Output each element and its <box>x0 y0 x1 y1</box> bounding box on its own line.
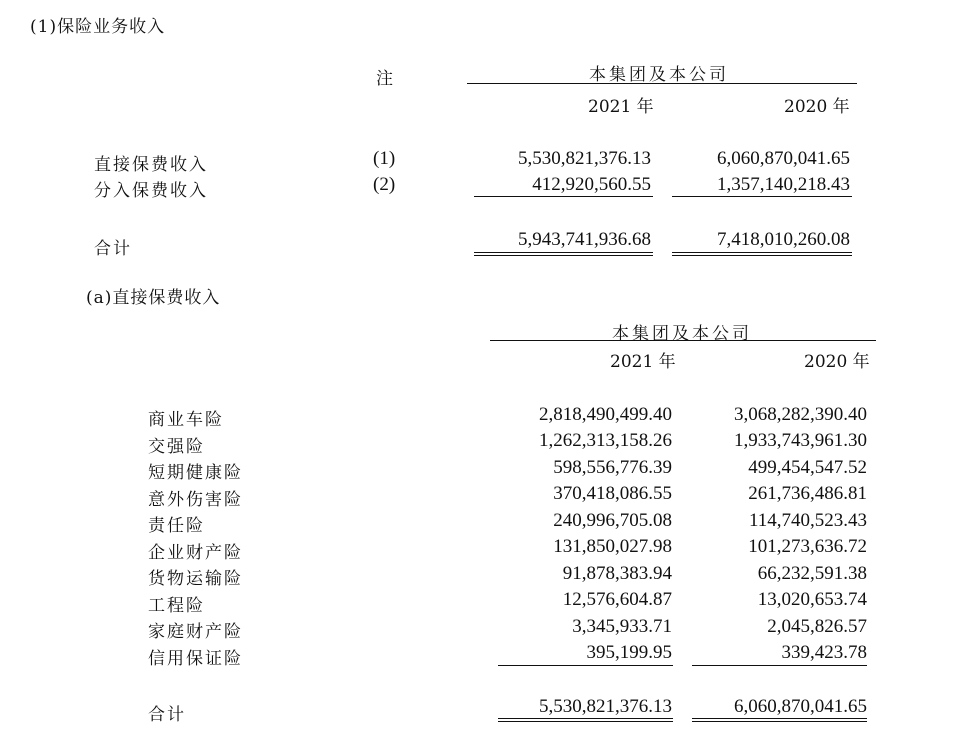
year-header-2021: 2021 年 <box>610 352 676 372</box>
total-2020: 6,060,870,041.65 <box>734 696 867 717</box>
subtotal-rule <box>692 665 867 666</box>
group-header: 本集团及本公司 <box>612 324 752 344</box>
value-2020: 1,933,743,961.30 <box>734 430 867 451</box>
value-2021: 1,262,313,158.26 <box>539 430 672 451</box>
note-column-header: 注 <box>376 69 396 89</box>
year-header-2020: 2020 年 <box>804 352 870 372</box>
value-2021: 412,920,560.55 <box>532 174 651 195</box>
value-2020: 499,454,547.52 <box>748 457 867 478</box>
value-2020: 339,423.78 <box>781 642 867 663</box>
subsection-title: (a)直接保费收入 <box>86 288 221 308</box>
value-2021: 3,345,933.71 <box>572 616 672 637</box>
value-2021: 5,530,821,376.13 <box>518 148 651 169</box>
total-double-rule <box>672 252 852 256</box>
row-note: (2) <box>373 174 396 195</box>
value-2020: 101,273,636.72 <box>748 536 867 557</box>
value-2020: 3,068,282,390.40 <box>734 404 867 425</box>
total-2020: 7,418,010,260.08 <box>717 229 850 250</box>
value-2021: 91,878,383.94 <box>562 563 672 584</box>
row-label: 信用保证险 <box>148 649 243 669</box>
row-label: 责任险 <box>148 516 205 536</box>
value-2021: 131,850,027.98 <box>553 536 672 557</box>
row-label: 工程险 <box>148 596 205 616</box>
value-2020: 66,232,591.38 <box>757 563 867 584</box>
value-2021: 2,818,490,499.40 <box>539 404 672 425</box>
group-header: 本集团及本公司 <box>589 65 729 85</box>
row-label: 交强险 <box>148 437 205 457</box>
row-label: 商业车险 <box>148 410 224 430</box>
value-2021: 370,418,086.55 <box>553 483 672 504</box>
value-2021: 395,199.95 <box>586 642 672 663</box>
value-2020: 6,060,870,041.65 <box>717 148 850 169</box>
value-2021: 598,556,776.39 <box>553 457 672 478</box>
header-rule <box>490 340 876 341</box>
value-2020: 114,740,523.43 <box>748 510 867 531</box>
row-label: 短期健康险 <box>148 463 243 483</box>
row-label: 货物运输险 <box>148 569 243 589</box>
total-label: 合计 <box>94 239 132 259</box>
value-2021: 240,996,705.08 <box>553 510 672 531</box>
total-2021: 5,943,741,936.68 <box>518 229 651 250</box>
subtotal-rule <box>498 665 673 666</box>
value-2020: 13,020,653.74 <box>757 589 867 610</box>
total-label: 合计 <box>148 705 186 725</box>
row-label: 分入保费收入 <box>94 181 208 201</box>
total-double-rule <box>474 252 653 256</box>
section-title: (1)保险业务收入 <box>30 17 166 37</box>
year-header-2020: 2020 年 <box>784 97 850 117</box>
row-label: 直接保费收入 <box>94 155 208 175</box>
year-header-2021: 2021 年 <box>588 97 654 117</box>
total-2021: 5,530,821,376.13 <box>539 696 672 717</box>
total-double-rule <box>692 718 867 722</box>
total-double-rule <box>498 718 673 722</box>
value-2020: 1,357,140,218.43 <box>717 174 850 195</box>
subtotal-rule <box>672 196 852 197</box>
row-label: 家庭财产险 <box>148 622 243 642</box>
value-2020: 2,045,826.57 <box>767 616 867 637</box>
header-rule <box>467 83 857 84</box>
row-note: (1) <box>373 148 396 169</box>
row-label: 企业财产险 <box>148 543 243 563</box>
value-2021: 12,576,604.87 <box>562 589 672 610</box>
row-label: 意外伤害险 <box>148 490 243 510</box>
value-2020: 261,736,486.81 <box>748 483 867 504</box>
subtotal-rule <box>474 196 653 197</box>
